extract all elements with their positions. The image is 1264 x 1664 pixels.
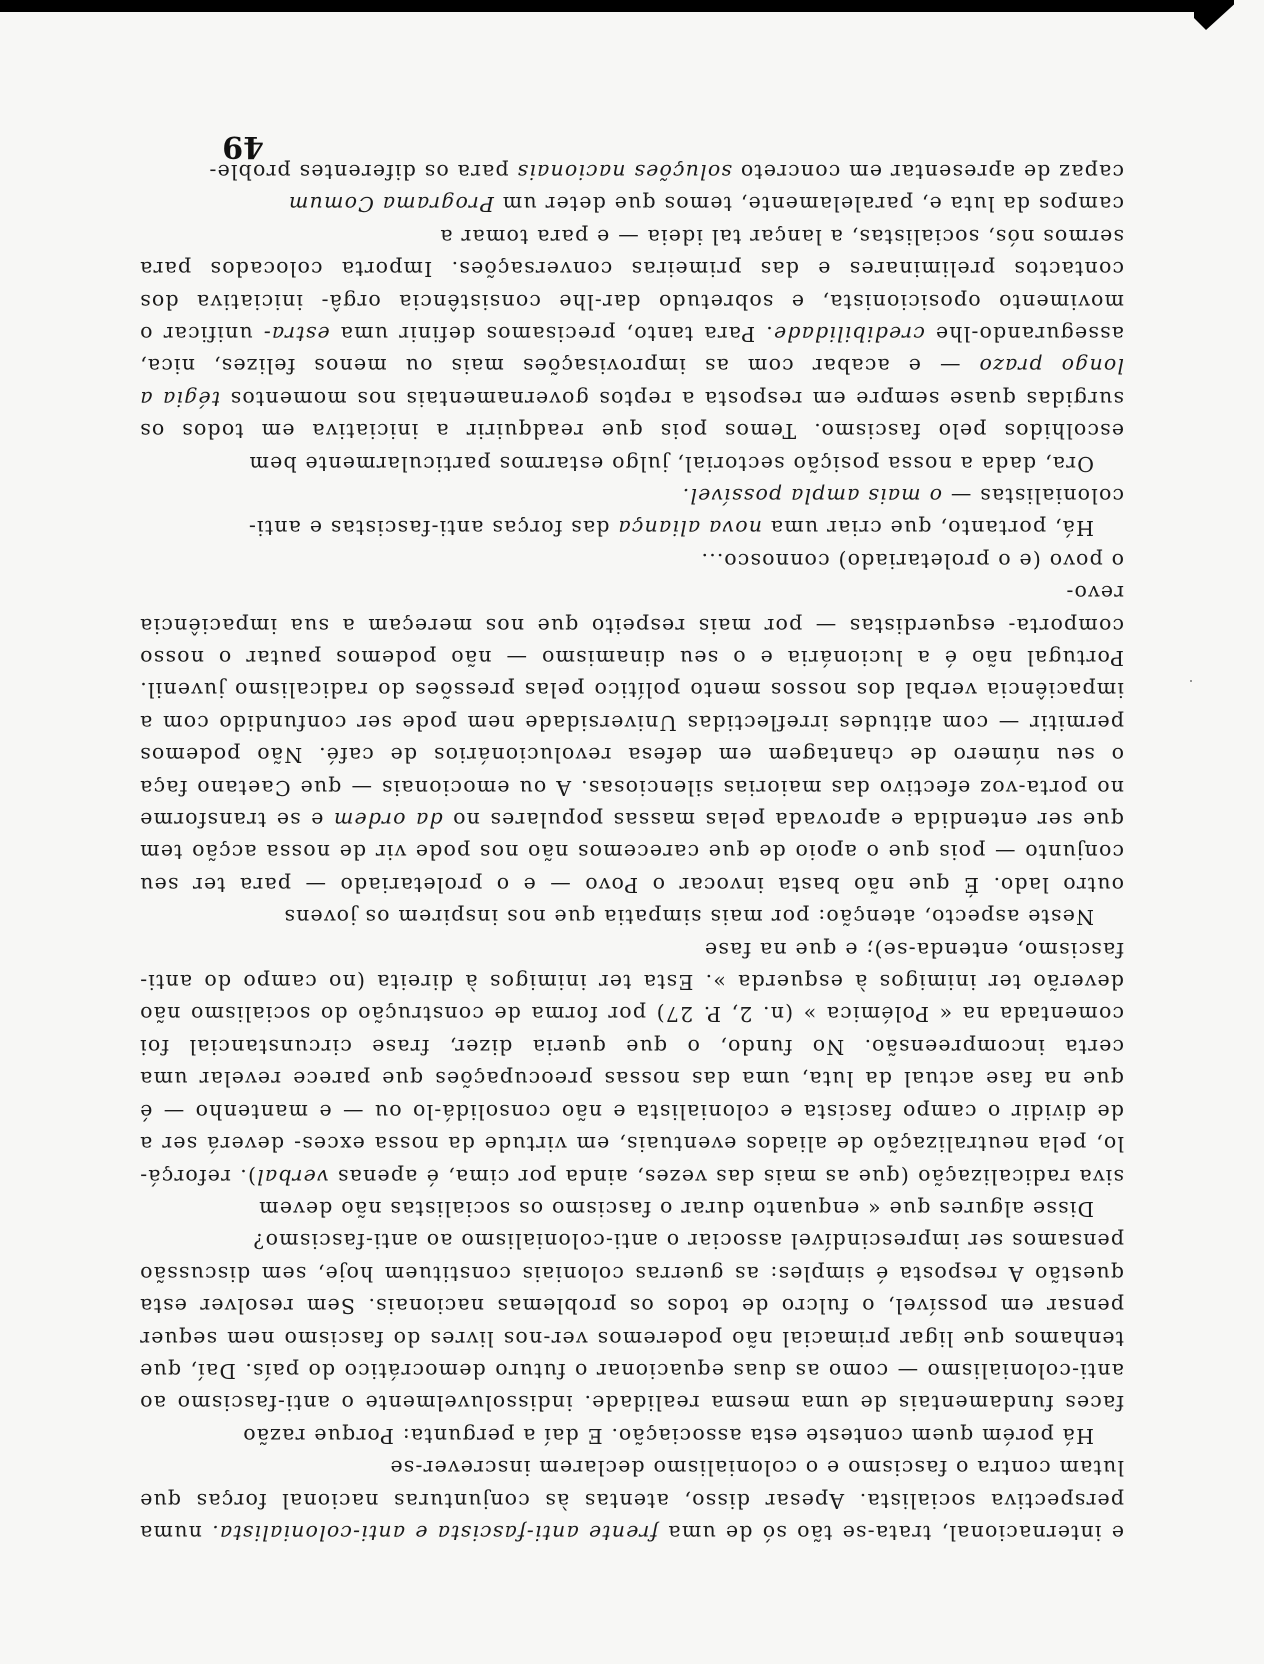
text-run: siva radicalização (que as mais das vezes, ainda por cima, é apenas (328, 1164, 1124, 1189)
text-run: unificar o movimento oposicionista, e sobretudo dar-lhe consistência orgâ- iniciativa dos contactos preliminares e das primeiras conversações. Importa colocados para sermos nós, socialistas, a lançar tal ideia — e para tomar a (139, 224, 1124, 346)
text-run: e se transforme no porta-voz efectivo das maiorias silenciosas. A ou emocionais — que Caetano faça o seu número de chantagem em defesa revolucionários de café. Não podemos permitir — com atitudes irreflectidas Universidade nem pode ser confundido com a impaciência verbal dos nossos mento político pelas pressões do radicalismo juvenil. Portugal não é a lucionária e o seu dinamismo — não podemos pautar o nosso comporta- esquerdistas — por mais respeito que nos mereçam a sua impaciência revo- (139, 581, 1124, 833)
text-run: o povo (e o proletariado) connosco... (700, 548, 1124, 573)
text-run: ). reforçá-lo, pela neutralização de aliados eventuais, em virtude da nossa exces- deverá ser a de dividir o campo fascista e colonialista e não consolidá-lo ou — e mantenho — é que na fase actual da luta, uma das nossas preocupações que parece revelar uma certa incompreensão. No fundo, o que queria dizer, frase circunstancial foi comentada na « Polémica » (n. 2, P. 27) por forma de construção do socialismo não deverão ter inimigos à esquerda ». Esta ter inimigos à direita (no campo do anti-fascismo, entenda-se); e que na fase (139, 937, 1124, 1189)
paragraph (139, 220, 1124, 447)
paragraph (139, 577, 1124, 901)
italic-text: estra- (262, 321, 330, 346)
text-run: numa perspectiva socialista. Apesar disso, atentas às conjunturas nacional forças que lutam contra o fascismo e o colonialismo declarem inscrever-se (139, 1456, 1124, 1545)
paragraph (139, 933, 1124, 1192)
paragraph (139, 1193, 1124, 1225)
paragraph (139, 1225, 1124, 1419)
text-run: . Para tanto, precisamos definir uma (329, 321, 773, 346)
italic-text: verbal (255, 1164, 329, 1189)
paragraph (139, 901, 1124, 933)
text-run: Neste aspecto, atenção: por mais simpatia que nos inspirem os jovens (283, 905, 1094, 930)
text-run: Disse algures que « enquanto durar o fascismo os socialistas não devem (258, 1196, 1094, 1221)
text-run: Há, portanto, que criar uma (761, 516, 1094, 541)
body-text (139, 156, 1124, 1549)
italic-text: credibilidade (772, 321, 925, 346)
text-run: outro lado. É que não basta invocar o Povo — e o proletariado — para ter seu conjunto — pois que o apoio de que carecemos não nos pode vir de nossa acção tem que ser entendida e aprovada pelas massas populares no (139, 808, 1124, 897)
text-run: das forças anti-fascistas e anti- (247, 516, 618, 541)
italic-text: soluções nacionais (516, 159, 732, 184)
text-run: para os diferentes proble- (208, 159, 517, 184)
italic-text: tégia a longo prazo (139, 354, 1124, 411)
italic-text: Programa Comum (287, 192, 494, 217)
paragraph (139, 1419, 1124, 1451)
text-run: Há porém quem conteste esta associação. E daí a pergunta: Porque razão (242, 1423, 1094, 1448)
paragraph (139, 156, 1124, 188)
italic-text: da ordem (332, 808, 443, 833)
paragraph (139, 1452, 1124, 1549)
italic-text: frente anti-fascista e anti-colonialista. (210, 1521, 659, 1545)
italic-text: o mais ampla possível. (681, 484, 942, 508)
paragraph (139, 544, 1124, 576)
paragraph (139, 447, 1124, 479)
text-run: — e acabar com as improvisações mais ou menos felizes, nica, assegurando-lhe (139, 321, 1124, 379)
text-run: Ora, dada a nossa posição sectorial, julgo estarmos particularmente bem (248, 451, 1094, 476)
text-run: escolhidos pelo fascismo. Temos pois que readquirir a iniciativa em todos os surgidas quase sempre em resposta a reptos governamentais nos momentos (139, 386, 1124, 444)
text-run: capaz de apresentar em concreto (731, 159, 1124, 184)
italic-text: nova aliança (617, 516, 762, 541)
paragraph (139, 188, 1124, 220)
page-number: 49 (222, 129, 264, 164)
text-run: e internacional, trata-se tão só de uma (658, 1521, 1124, 1545)
text-run: campos da luta e, paralelamente, temos que deter um (493, 192, 1124, 217)
paragraph (139, 512, 1124, 544)
text-run: colonialistas — (941, 484, 1124, 508)
text-run: faces fundamentais de uma mesma realidade. indissoluvelmente o anti-fascismo ao anti-colonialismo — como as duas equacionar o futuro democrático do país. Daí, que tenhamos que ligar primacial não poderemos ver-nos livres do fascismo nem sequer pensar em possível, o fulcro de todos os problemas nacionais. Sem resolver esta questão A resposta é simples: as guerras coloniais constituem hoje, sem discussão pensamos ser imprescindível associar o anti-colonialismo ao anti-fascismo? (139, 1229, 1124, 1416)
paragraph (139, 480, 1124, 512)
